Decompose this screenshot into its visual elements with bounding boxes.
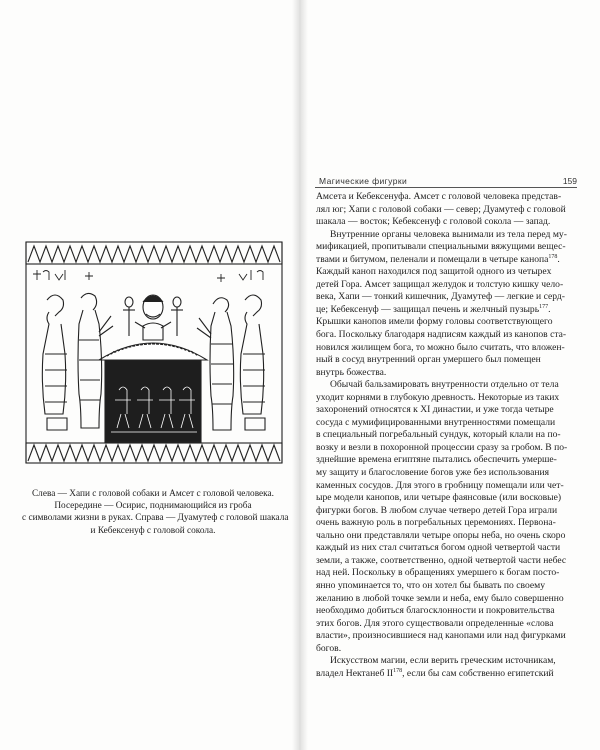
body-line bbox=[316, 241, 576, 254]
body-line-text: ыре модели канопов, или четыре фаянсовые (или восковые) bbox=[316, 492, 562, 504]
body-line bbox=[316, 442, 576, 455]
body-line-text: ный в сосуд внутренний орган умершего был помещен bbox=[316, 354, 541, 366]
body-line bbox=[316, 668, 576, 681]
body-line bbox=[316, 480, 576, 493]
body-line-text: каждый из них стал считаться богом одной четвертой части bbox=[316, 542, 561, 554]
body-line-text: сосуда с мумифицированными внутренностями помещали bbox=[316, 416, 556, 428]
body-line-text: Амсета и Кебексенуфа. Амсет с головой человека представ- bbox=[316, 191, 562, 202]
caption-line: Слева — Хапи с головой собаки и Амсет с головой человека. bbox=[31, 489, 274, 499]
body-line bbox=[316, 367, 576, 380]
body-line-text: власти», произносившиеся над канопами или над фигурками bbox=[316, 630, 566, 642]
body-line bbox=[316, 630, 576, 643]
body-line-text: над ней. Поскольку в обращениях умершего к богам посто- bbox=[316, 567, 560, 579]
body-line-text: му защиту и благословение богов уже без использования bbox=[316, 467, 550, 479]
caption-line: Посередине — Осирис, поднимающийся из гроба bbox=[54, 501, 252, 512]
body-line-text: уходит корнями в глубокую древность. Некоторые из таких bbox=[316, 391, 560, 403]
body-line-text: очень важную роль в погребальных церемониях. Первона- bbox=[316, 517, 556, 529]
body-line-text: Каждый каноп находился под защитой одного из четырех bbox=[316, 266, 552, 278]
body-line-text: богов. bbox=[316, 642, 342, 654]
body-line-tail: . bbox=[548, 303, 551, 315]
body-line bbox=[316, 266, 576, 279]
body-line-text: Искусством магии, если верить греческим источникам, bbox=[330, 655, 556, 667]
body-line-tail: , если бы сам собственно египетский bbox=[402, 667, 554, 679]
body-line-text: владел Нектанеб II bbox=[316, 667, 394, 679]
body-line bbox=[316, 342, 576, 355]
body-line bbox=[316, 379, 576, 392]
body-line bbox=[316, 580, 576, 593]
body-line bbox=[316, 354, 576, 367]
body-line bbox=[316, 655, 576, 668]
body-line bbox=[316, 429, 576, 442]
body-line bbox=[316, 392, 576, 405]
body-line-text: лял юг; Хапи с головой собаки — север; Дуамутеф с головой bbox=[316, 203, 566, 215]
body-line-text: фигурки богов. В любом случае четверо детей Гора играли bbox=[316, 504, 558, 516]
body-line bbox=[316, 505, 576, 518]
body-line-text: шакала — восток; Кебексенуф с головой сокола — запад. bbox=[316, 216, 551, 228]
body-line bbox=[316, 316, 576, 329]
caption-line: и Кебексенуф с головой сокола. bbox=[90, 525, 216, 536]
body-line bbox=[316, 404, 576, 417]
body-line bbox=[316, 530, 576, 543]
body-line bbox=[316, 467, 576, 480]
body-line-text: бога. Поскольку благодаря надписям каждый из канопов ста- bbox=[316, 329, 567, 341]
body-line-text: новился жилищем бога, то можно было считать, что вложен- bbox=[316, 341, 565, 353]
body-line-text: мификацией, пропитывали специальными вяжущими вещес- bbox=[316, 241, 566, 253]
body-line bbox=[316, 643, 576, 656]
body-line-text: твами и битумом, пеленали и помещали в четыре канопа bbox=[316, 253, 549, 265]
body-line-text: захоронений относятся к XI династии, и уже тогда четыре bbox=[316, 404, 554, 416]
body-line bbox=[316, 329, 576, 342]
body-line-text: Крышки канопов имели форму головы соответствующего bbox=[316, 316, 553, 328]
body-line-text: янно упоминается то, что он хотел бы бывать по своему bbox=[316, 579, 545, 591]
body-line bbox=[316, 417, 576, 430]
body-line-text: возку и везли в похоронной процессии сразу за гробом. В по- bbox=[316, 441, 568, 453]
body-line-tail: . bbox=[557, 253, 560, 265]
header-rule bbox=[315, 187, 577, 188]
body-line bbox=[316, 567, 576, 580]
body-line-text: каменных сосудов. Для этого в гробницу помещали или чет- bbox=[316, 479, 564, 491]
illustration-sons-of-horus bbox=[25, 240, 283, 465]
footnote-marker: 177 bbox=[539, 303, 549, 310]
caption-line: с символами жизни в руках. Справа — Дуамутеф с головой шакала bbox=[22, 513, 289, 524]
body-line-text: этих богов. Для этого существовали определенные «слова bbox=[316, 617, 554, 629]
body-line bbox=[316, 291, 576, 304]
body-line bbox=[316, 492, 576, 505]
body-line bbox=[316, 304, 576, 317]
body-line-text: зднейшие времена египтяне пытались обеспечить умерше- bbox=[316, 454, 557, 466]
body-line-text: земли, а также, соответственно, одной четвертой части небес bbox=[316, 554, 567, 566]
body-line-text: це; Кебексенуф — защищал печень и желчный пузырь bbox=[316, 303, 540, 315]
page-gutter bbox=[292, 0, 308, 750]
body-line bbox=[316, 555, 576, 568]
footnote-marker: 178 bbox=[548, 253, 558, 260]
body-text bbox=[316, 191, 576, 680]
figure-caption bbox=[22, 488, 289, 537]
egyptian-scene-drawing bbox=[25, 240, 283, 465]
body-line bbox=[316, 517, 576, 530]
body-line-text: желанию в любой точке земли и неба, ему было совершенно bbox=[316, 592, 564, 604]
body-line bbox=[316, 254, 576, 267]
body-line bbox=[316, 279, 576, 292]
body-line bbox=[316, 605, 576, 618]
body-line-text: в специальный погребальный сундук, который клали на по- bbox=[316, 429, 561, 441]
body-line bbox=[316, 229, 576, 242]
body-line-text: необходимо добиться благосклонности и покровительства bbox=[316, 605, 555, 617]
body-line-text: Обычай бальзамировать внутренности отдельно от тела bbox=[330, 379, 559, 391]
body-line-text: века, Хапи — тонкий кишечник, Дуамутеф — легкие и серд- bbox=[316, 291, 565, 303]
body-line-text: детей Гора. Амсет защищал желудок и толстую кишку чело- bbox=[316, 278, 564, 290]
body-line bbox=[316, 454, 576, 467]
body-line-text: внутрь божества. bbox=[316, 366, 387, 378]
body-line bbox=[316, 593, 576, 606]
footnote-marker: 178 bbox=[393, 667, 403, 674]
body-line-text: чально они представляли четыре опоры неба, но очень скоро bbox=[316, 529, 566, 541]
body-line bbox=[316, 618, 576, 631]
body-line bbox=[316, 542, 576, 555]
body-line-text: Внутренние органы человека вынимали из тела перед му- bbox=[330, 228, 567, 240]
body-line bbox=[316, 191, 576, 204]
page-number: 159 bbox=[562, 176, 577, 186]
body-line bbox=[316, 216, 576, 229]
running-title: Магические фигурки bbox=[319, 176, 408, 186]
body-line bbox=[316, 204, 576, 217]
